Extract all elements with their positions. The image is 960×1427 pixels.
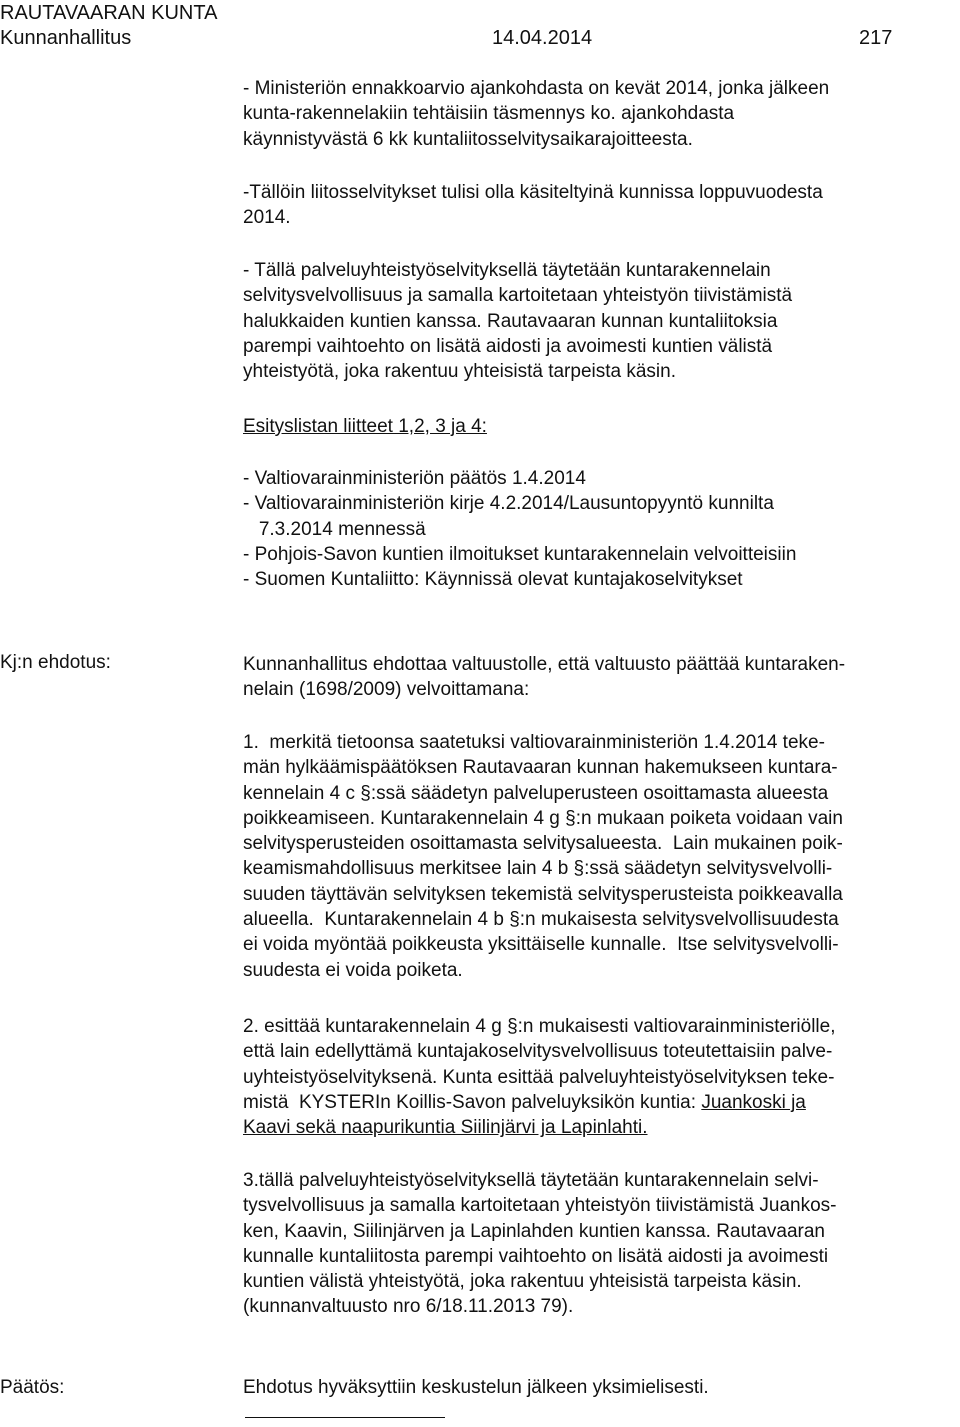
liitos-paragraph (243, 180, 823, 231)
text-line: kunta-rakennelakiin tehtäisiin täsmennys ko. ajankohdasta (243, 103, 735, 125)
organization-name: RAUTAVAARAN KUNTA (0, 2, 218, 24)
text-line: ei voida myöntää poikkeusta yksittäiselle kunnalle. Itse selvitysvelvolli- (243, 934, 839, 956)
meeting-date: 14.04.2014 (492, 27, 593, 49)
text-line: - Ministeriön ennakkoarvio ajankohdasta on kevät 2014, jonka jälkeen (243, 78, 830, 99)
text-line: kunnalle kuntaliitosta parempi vaihtoehto on lisätä aidosti ja avoimesti (243, 1245, 829, 1267)
proposal-item-3 (243, 1168, 836, 1320)
text-line: 3.tällä palveluyhteistyöselvityksellä täytetään kuntarakennelain selvi- (243, 1170, 819, 1191)
text-line: Kunnanhallitus ehdottaa valtuustolle, että valtuusto päättää kuntaraken- (243, 654, 846, 675)
text-line: kennelain 4 c §:ssä säädetyn palveluperusteen osoittamasta alueesta (243, 782, 829, 804)
meeting-body: Kunnanhallitus (0, 27, 132, 49)
palvelu-paragraph (243, 258, 792, 384)
attachment-item: - Valtiovarainministeriön päätös 1.4.2014 (243, 468, 586, 489)
text-line: (kunnanvaltuusto nro 6/18.11.2013 79). (243, 1296, 574, 1318)
underlined-municipalities: Kaavi sekä naapurikuntia Siilinjärvi ja Lapinlahti. (243, 1117, 648, 1139)
proposal-item-2 (243, 1014, 835, 1140)
text-line: selvitysperusteiden osoittamasta selvitysalueesta. Lain mukainen poik- (243, 833, 843, 855)
attachment-item: - Valtiovarainministeriön kirje 4.2.2014/Lausuntopyyntö kunnilta (243, 493, 774, 515)
attachment-item: 7.3.2014 mennessä (243, 518, 426, 540)
text-line: nelain (1698/2009) velvoittamana: (243, 679, 530, 701)
attachments-heading: Esityslistan liitteet 1,2, 3 ja 4: (243, 416, 487, 437)
underlined-municipalities: Juankoski ja (701, 1091, 806, 1113)
text-line: ken, Kaavin, Siilinjärven ja Lapinlahden kuntien kanssa. Rautavaaran (243, 1220, 825, 1242)
proposal-label: Kj:n ehdotus: (0, 652, 111, 673)
page-number: 217 (859, 27, 893, 49)
text-line: parempi vaihtoehto on lisätä aidosti ja avoimesti kuntien välistä (243, 335, 773, 357)
attachments-section (243, 414, 487, 439)
text-line: 2014. (243, 207, 291, 229)
text-line (243, 1090, 835, 1115)
intro-paragraph (243, 76, 829, 152)
attachment-item: - Suomen Kuntaliitto: Käynnissä olevat kuntajakoselvitykset (243, 569, 743, 591)
attachment-item: - Pohjois-Savon kuntien ilmoitukset kuntarakennelain velvoitteisiin (243, 543, 797, 565)
text-line: yhteistyötä, joka rakentuu yhteisistä tarpeista käsin. (243, 361, 677, 383)
text-line: että lain edellyttämä kuntajakoselvitysvelvollisuus toteutettaisiin palve- (243, 1041, 833, 1063)
text-line: halukkaiden kuntien kanssa. Rautavaaran kunnan kuntaliitoksia (243, 310, 778, 332)
proposal-intro (243, 652, 845, 703)
attachments-list (243, 466, 796, 592)
text-line: suudesta ei voida poiketa. (243, 959, 463, 981)
text-line: - Tällä palveluyhteistyöselvityksellä täytetään kuntarakennelain (243, 260, 771, 281)
text-line: käynnistyvästä 6 kk kuntaliitosselvitysaikarajoitteesta. (243, 128, 693, 150)
text-line: kuntien välistä yhteistyötä, joka rakentuu yhteisistä tarpeista käsin. (243, 1271, 802, 1293)
text-line: män hylkäämispäätöksen Rautavaaran kunnan hakemukseen kuntara- (243, 757, 838, 779)
text-line: 1. merkitä tietoonsa saatetuksi valtiovarainministeriön 1.4.2014 teke- (243, 732, 825, 753)
decision-label: Päätös: (0, 1377, 65, 1398)
signature-line (245, 1417, 445, 1418)
proposal-item-1 (243, 730, 843, 983)
text-span: mistä KYSTERIn Koillis-Savon palveluyksikön kuntia: (243, 1091, 702, 1113)
text-line: 2. esittää kuntarakennelain 4 g §:n mukaisesti valtiovarainministeriölle, (243, 1016, 836, 1037)
text-line: -Tällöin liitosselvitykset tulisi olla käsiteltyinä kunnissa loppuvuodesta (243, 182, 823, 203)
text-line: alueella. Kuntarakennelain 4 b §:n mukaisesta selvitysvelvollisuudesta (243, 909, 839, 931)
text-line: suuden täyttävän selvityksen tekemistä selvitysperusteista poikkeavalla (243, 883, 843, 905)
decision-text: Ehdotus hyväksyttiin keskustelun jälkeen yksimielisesti. (243, 1377, 709, 1398)
text-line: keamismahdollisuus merkitsee lain 4 b §:ssä säädetyn selvitysvelvolli- (243, 858, 833, 880)
text-line: tysvelvollisuus ja samalla kartoitetaan yhteistyön tiivistämistä Juankos- (243, 1195, 837, 1217)
text-line: uyhteistyöselvityksenä. Kunta esittää palveluyhteistyöselvityksen teke- (243, 1066, 835, 1088)
text-line: selvitysvelvollisuus ja samalla kartoitetaan yhteistyön tiivistämistä (243, 285, 793, 307)
text-line: poikkeamiseen. Kuntarakennelain 4 g §:n mukaan poiketa voidaan vain (243, 807, 843, 829)
